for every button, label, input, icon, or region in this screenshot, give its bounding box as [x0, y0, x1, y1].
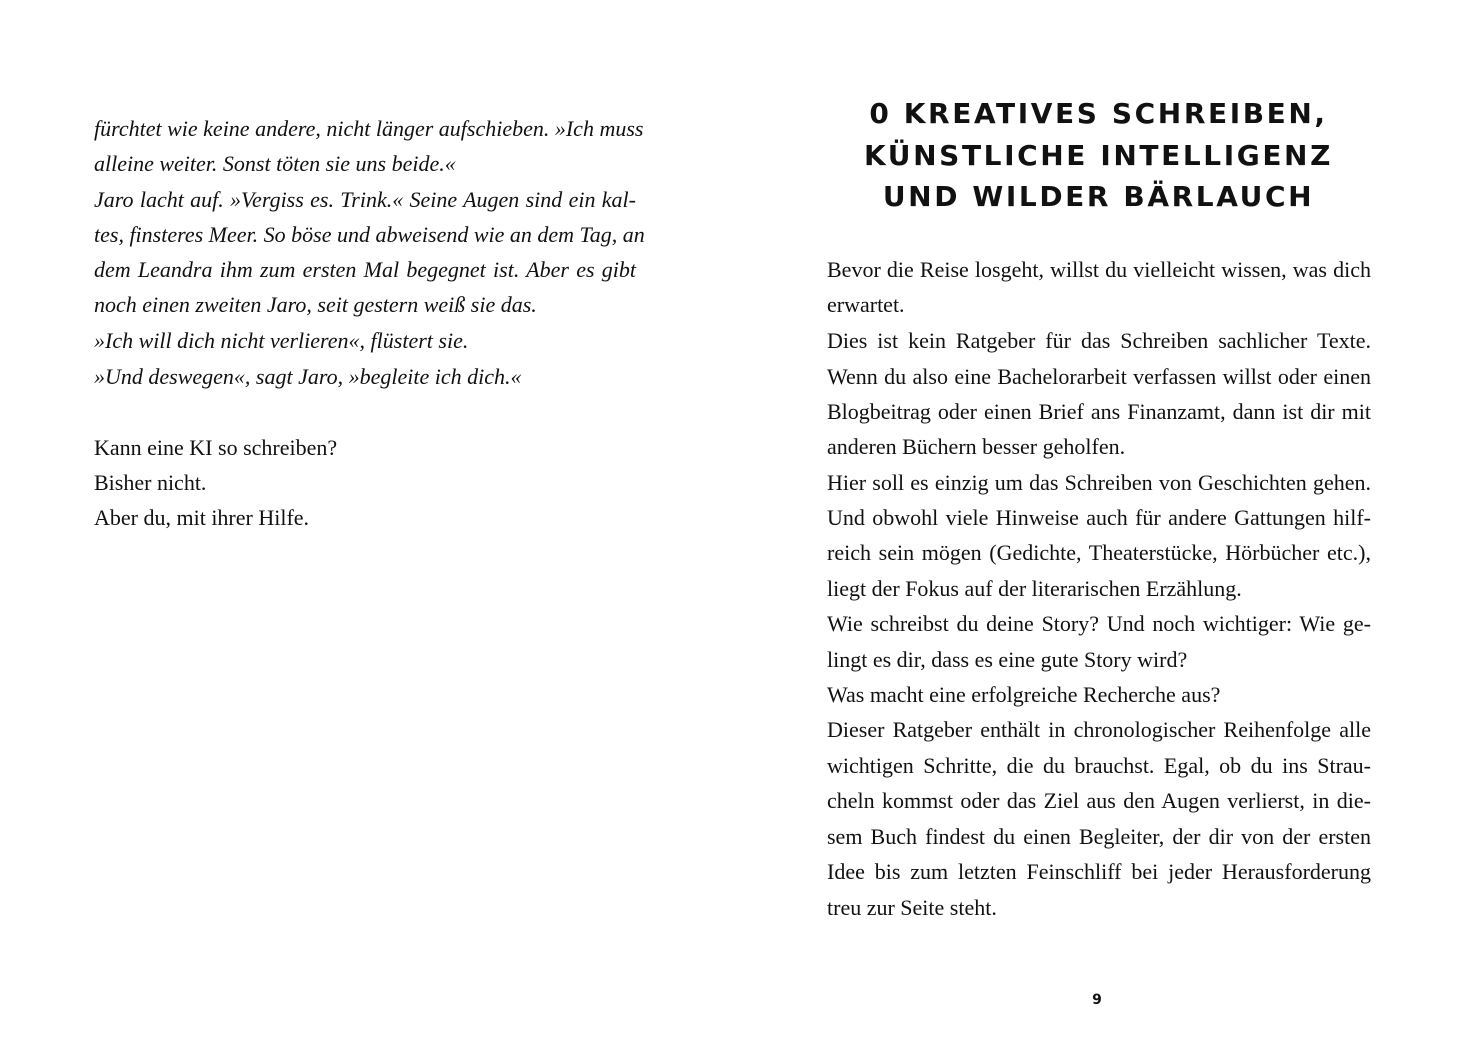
body-text-line: cheln kommst oder das Ziel aus den Augen verlierst, in die- — [827, 788, 1371, 813]
chapter-title-line: 0 KREATIVES SCHREIBEN, — [869, 97, 1328, 130]
italic-text-line: »Und deswegen«, sagt Jaro, »begleite ich dich.« — [94, 364, 522, 389]
body-text-line: Bevor die Reise losgeht, willst du vielleicht wissen, was dich — [827, 257, 1371, 282]
italic-text-line: fürchtet wie keine andere, nicht länger aufschieben. »Ich muss — [94, 116, 644, 141]
italic-text-line: tes, finsteres Meer. So böse und abweisend wie an dem Tag, an — [94, 222, 645, 247]
body-text-line: treu zur Seite steht. — [827, 895, 997, 920]
body-text-line: Dieser Ratgeber enthält in chronologischer Reihenfolge alle — [827, 717, 1371, 742]
body-text-line: lingt es dir, dass es eine gute Story wird? — [827, 647, 1188, 672]
body-text-line: reich sein mögen (Gedichte, Theaterstücke, Hörbücher etc.), — [827, 540, 1371, 565]
chapter-title-line: KÜNSTLICHE INTELLIGENZ — [864, 139, 1333, 172]
body-text-line: sem Buch findest du einen Begleiter, der dir von der ersten — [827, 824, 1371, 849]
italic-text-line: Jaro lacht auf. »Vergiss es. Trink.« Seine Augen sind ein kal- — [94, 187, 636, 212]
body-text-line: Blogbeitrag oder einen Brief ans Finanzamt, dann ist dir mit — [827, 399, 1371, 424]
body-text-line: Wenn du also eine Bachelorarbeit verfassen willst oder einen — [827, 364, 1371, 389]
text-line: Kann eine KI so schreiben? — [94, 435, 338, 460]
page-number: 9 — [1092, 992, 1102, 1008]
body-text-line: Und obwohl viele Hinweise auch für andere Gattungen hilf- — [827, 505, 1371, 530]
body-text-line: Idee bis zum letzten Feinschliff bei jeder Herausforderung — [827, 859, 1371, 884]
italic-text-line: dem Leandra ihm zum ersten Mal begegnet ist. Aber es gibt — [94, 257, 636, 282]
body-text-line: liegt der Fokus auf der literarischen Erzählung. — [827, 576, 1242, 601]
text-line: Aber du, mit ihrer Hilfe. — [94, 505, 310, 530]
body-text-line: erwartet. — [827, 292, 905, 317]
body-text-line: Hier soll es einzig um das Schreiben von Geschichten gehen. — [827, 470, 1371, 495]
body-text-line: wichtigen Schritte, die du brauchst. Egal, ob du ins Strau- — [827, 753, 1371, 778]
italic-text-line: noch einen zweiten Jaro, seit gestern weiß sie das. — [94, 292, 537, 317]
chapter-title-line: UND WILDER BÄRLAUCH — [882, 180, 1315, 213]
italic-text-line: »Ich will dich nicht verlieren«, flüstert sie. — [94, 328, 469, 353]
text-line: Bisher nicht. — [94, 470, 207, 495]
body-text-line: anderen Büchern besser geholfen. — [827, 434, 1126, 459]
left-page — [0, 0, 732, 1051]
right-page — [732, 0, 1465, 1051]
italic-text-line: alleine weiter. Sonst töten sie uns beide.« — [94, 151, 456, 176]
body-text-line: Dies ist kein Ratgeber für das Schreiben sachlicher Texte. — [827, 328, 1371, 353]
body-text-line: Wie schreibst du deine Story? Und noch wichtiger: Wie ge- — [827, 611, 1371, 636]
body-text-line: Was macht eine erfolgreiche Recherche aus? — [827, 682, 1221, 707]
